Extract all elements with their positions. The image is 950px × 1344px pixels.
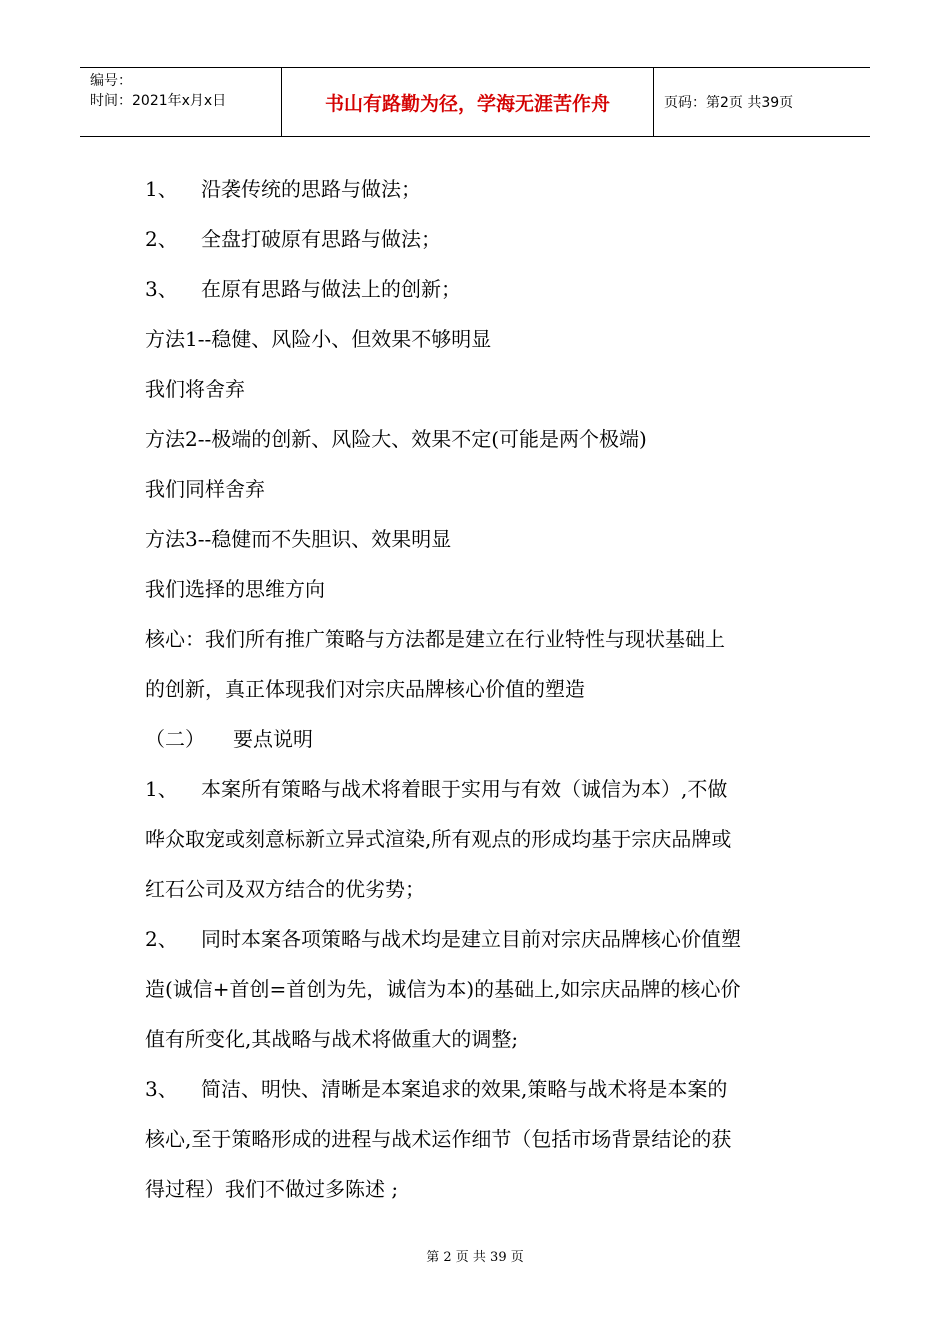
page-footer: 第 2 页 共 39 页 <box>426 1250 524 1265</box>
list-number: 2、 <box>145 927 178 951</box>
list-number: 2、 <box>145 227 178 251</box>
paragraph-line: 我们选择的思维方向 <box>145 577 325 601</box>
list-item <box>145 273 461 302</box>
header-meta-cell <box>80 68 282 136</box>
paragraph-line: 我们同样舍弃 <box>145 477 265 501</box>
paragraph-line: 哗众取宠或刻意标新立异式渲染,所有观点的形成均基于宗庆品牌或 <box>145 827 732 851</box>
list-item <box>145 923 741 952</box>
paragraph-line: 我们将舍弃 <box>145 377 245 401</box>
paragraph-line: 核心,至于策略形成的进程与战术运作细节（包括市场背景结论的获 <box>145 1127 732 1151</box>
section-heading <box>145 723 313 752</box>
paragraph-line: 方法2--极端的创新、风险大、效果不定(可能是两个极端) <box>145 427 647 451</box>
list-number: 1、 <box>145 177 178 201</box>
list-text: 在原有思路与做法上的创新； <box>201 277 461 301</box>
list-text: 本案所有策略与战术将着眼于实用与有效（诚信为本）,不做 <box>201 777 728 801</box>
paragraph-line: 红石公司及双方结合的优劣势； <box>145 877 425 901</box>
paragraph-line: 核心：我们所有推广策略与方法都是建立在行业特性与现状基础上 <box>145 627 725 651</box>
document-code-label: 编号： <box>90 73 132 89</box>
list-item <box>145 223 441 252</box>
paragraph-line: 方法3--稳健而不失胆识、效果明显 <box>145 527 452 551</box>
list-text: 全盘打破原有思路与做法； <box>201 227 441 251</box>
list-number: 1、 <box>145 777 178 801</box>
paragraph-line: 方法1--稳健、风险小、但效果不够明显 <box>145 327 492 351</box>
list-item <box>145 773 727 802</box>
list-text: 同时本案各项策略与战术均是建立目前对宗庆品牌核心价值塑 <box>201 927 741 951</box>
document-header <box>80 67 870 137</box>
list-number: 3、 <box>145 1077 178 1101</box>
list-item <box>145 1073 727 1102</box>
paragraph-line: 造(诚信+首创=首创为先，诚信为本)的基础上,如宗庆品牌的核心价 <box>145 977 741 1001</box>
list-text: 简洁、明快、清晰是本案追求的效果,策略与战术将是本案的 <box>201 1077 728 1101</box>
paragraph-line: 的创新，真正体现我们对宗庆品牌核心价值的塑造 <box>145 677 585 701</box>
list-number: 3、 <box>145 277 178 301</box>
list-item <box>145 173 421 202</box>
document-date-label: 时间：2021年x月x日 <box>90 93 227 109</box>
section-number: （二） <box>145 727 205 751</box>
paragraph-line: 得过程）我们不做过多陈述 ; <box>145 1177 399 1201</box>
list-text: 沿袭传统的思路与做法； <box>201 177 421 201</box>
header-motto: 书山有路勤为径，学海无涯苦作舟 <box>282 68 654 136</box>
header-page-number: 页码：第2页 共39页 <box>664 95 794 111</box>
paragraph-line: 值有所变化,其战略与战术将做重大的调整; <box>145 1027 519 1051</box>
section-title: 要点说明 <box>233 727 313 751</box>
